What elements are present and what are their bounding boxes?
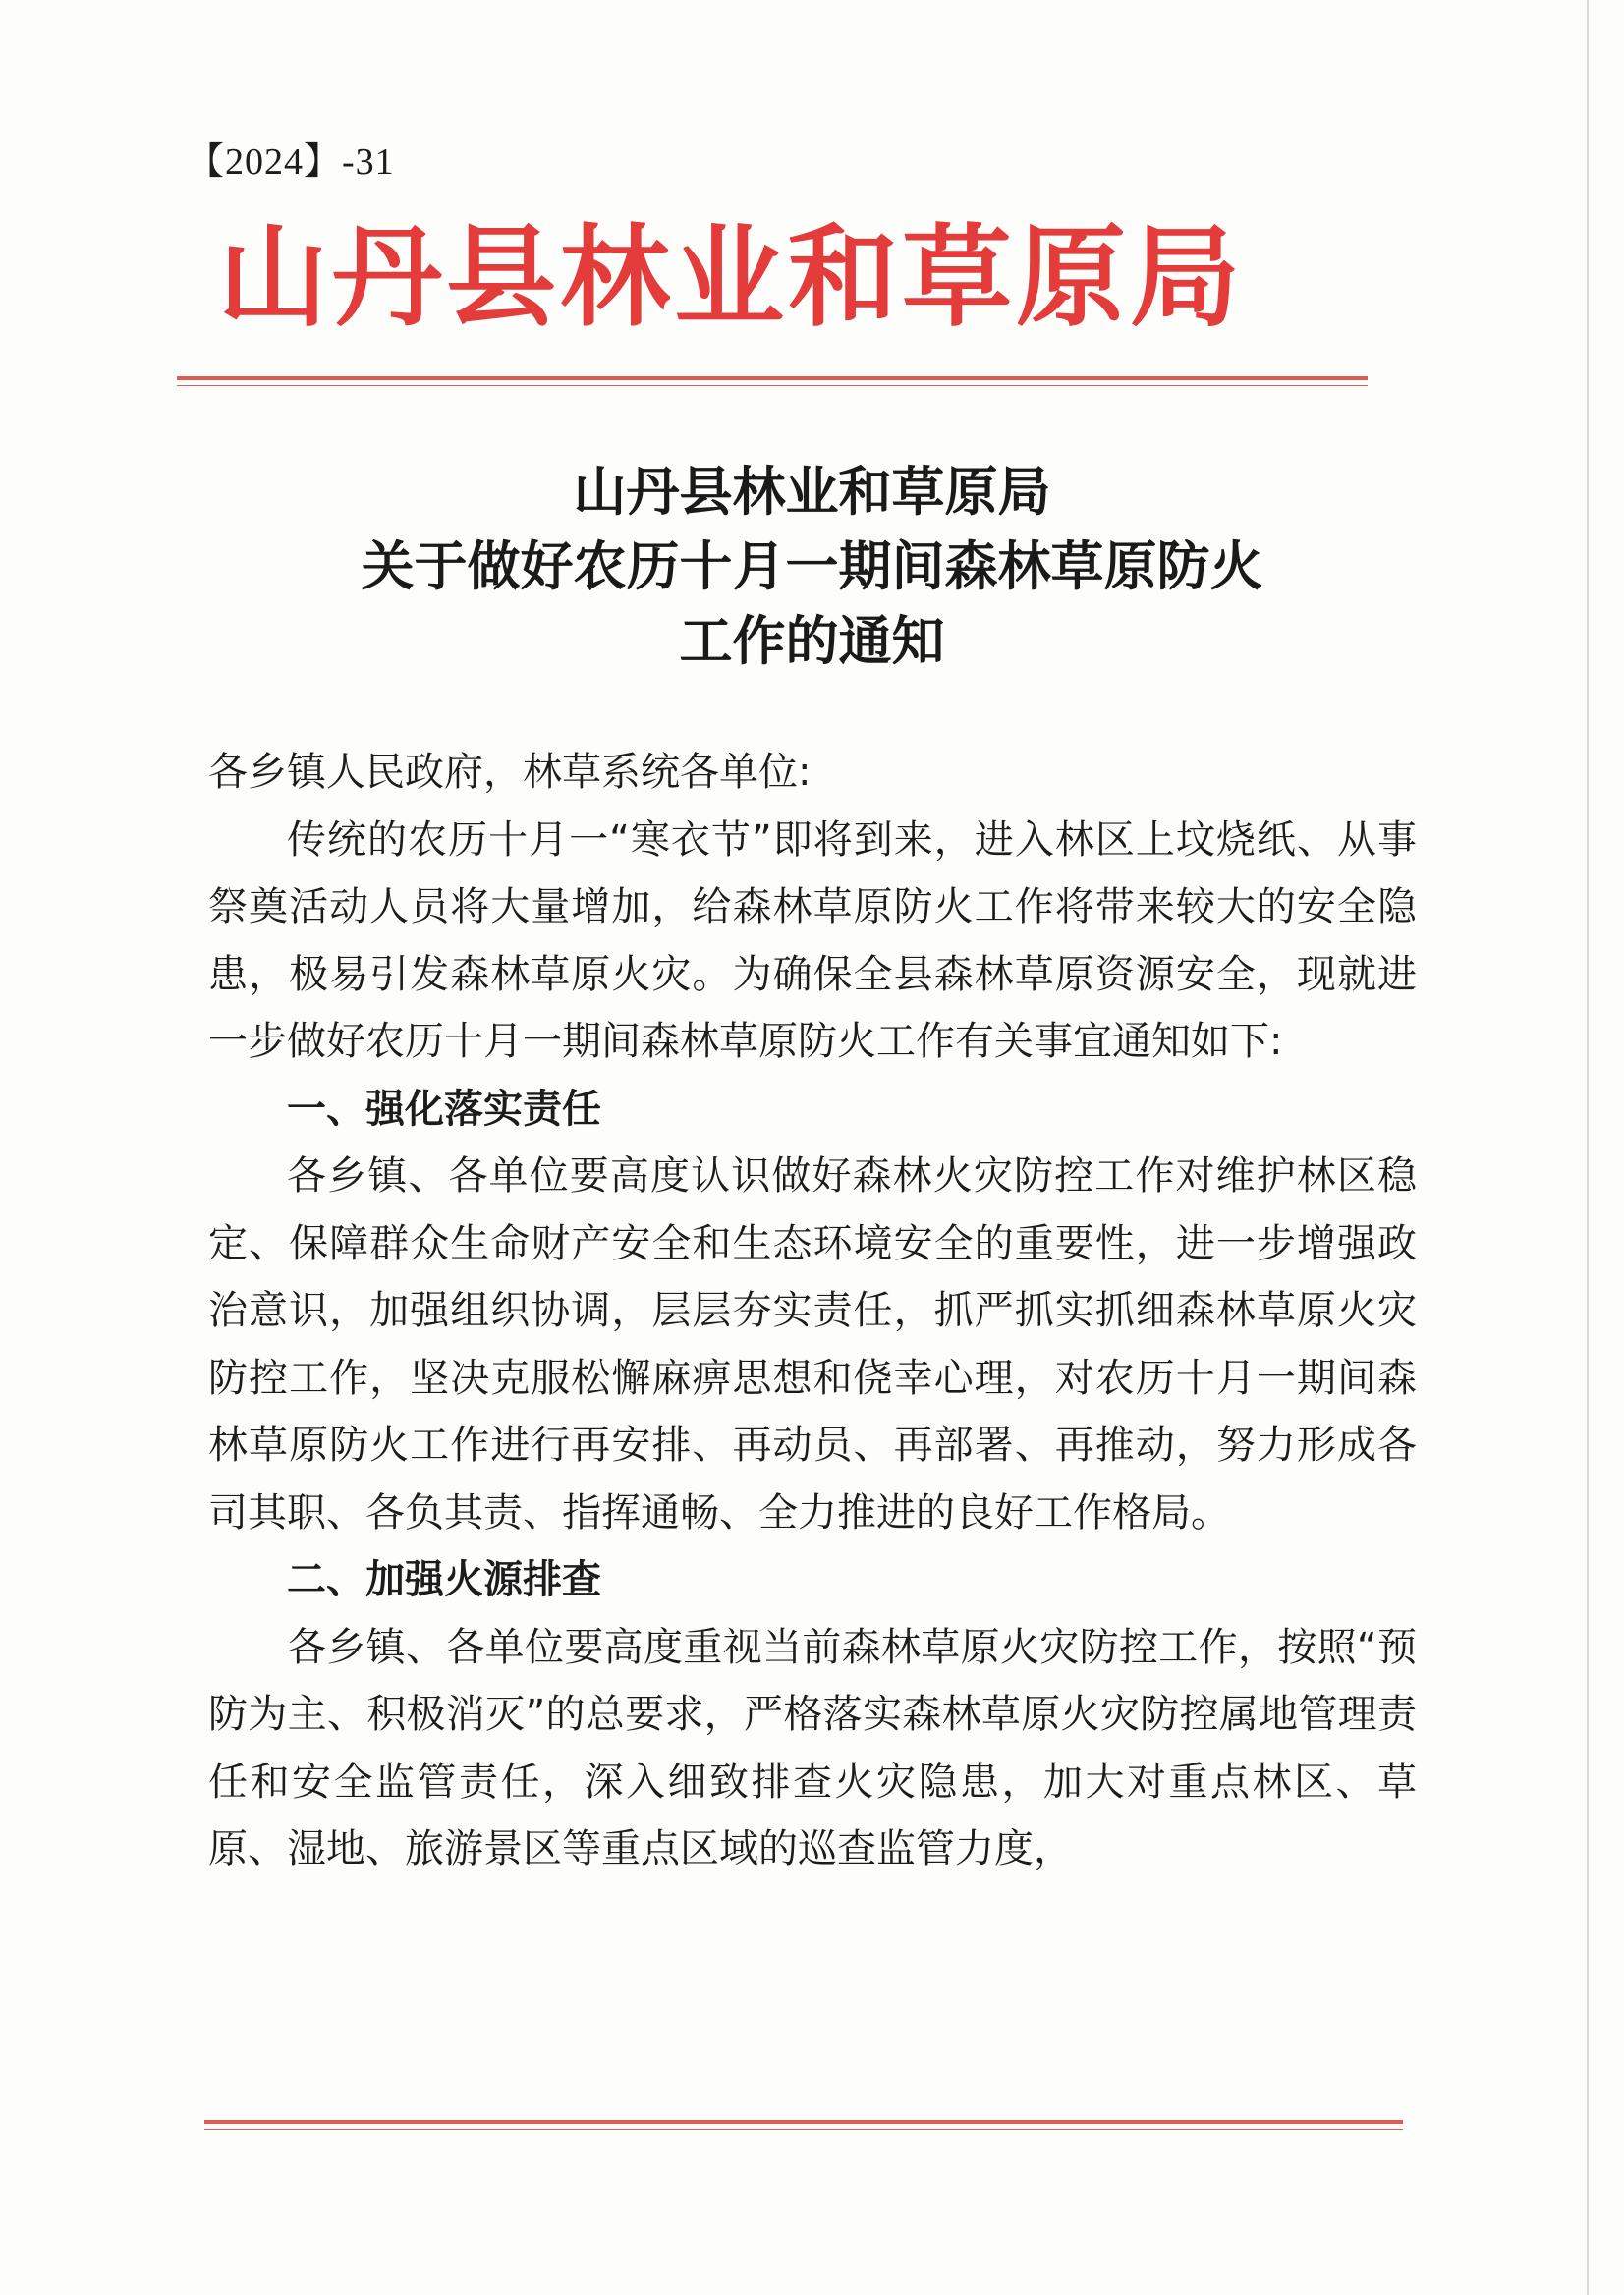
scan-edge-line xyxy=(1587,0,1589,2295)
title-line-2: 关于做好农历十月一期间森林草原防火 xyxy=(361,534,1263,597)
title-line-3: 工作的通知 xyxy=(679,609,945,672)
document-body xyxy=(208,739,1417,1883)
section-heading-2: 二、加强火源排查 xyxy=(287,1557,601,1602)
header-red-rule xyxy=(177,376,1368,380)
document-number: 【2024】-31 xyxy=(187,141,395,183)
section-body-2: 各乡镇、各单位要高度重视当前森林草原火灾防控工作，按照“预防为主、积极消灭”的总要求，严格落实森林草原火灾防控属地管理责任和安全监管责任，深入细致排查火灾隐患，加大对重点林区、草原、湿地、旅游景区等重点区域的巡查监管力度， xyxy=(208,1624,1417,1872)
agency-red-header: 山丹县林业和草原局 xyxy=(218,214,1244,342)
section-heading-1: 一、强化落实责任 xyxy=(287,1086,601,1132)
footer-red-rule xyxy=(204,2120,1403,2124)
salutation: 各乡镇人民政府，林草系统各单位: xyxy=(208,750,812,795)
document-title xyxy=(0,454,1624,678)
section-body-1: 各乡镇、各单位要高度认识做好森林火灾防控工作对维护林区稳定、保障群众生命财产安全和生态环境安全的重要性，进一步增强政治意识，加强组织协调，层层夯实责任，抓严抓实抓细森林草原火灾防控工作，坚决克服松懈麻痹思想和侥幸心理，对农历十月一期间森林草原防火工作进行再安排、再动员、再部署、再推动，努力形成各司其职、各负其责、指挥通畅、全力推进的良好工作格局。 xyxy=(208,1153,1417,1536)
intro-paragraph: 传统的农历十月一“寒衣节”即将到来，进入林区上坟烧纸、从事祭奠活动人员将大量增加，给森林草原防火工作将带来较大的安全隐患，极易引发森林草原火灾。为确保全县森林草原资源安全，现就进一步做好农历十月一期间森林草原防火工作有关事宜通知如下: xyxy=(208,816,1417,1064)
header-red-rule-thin xyxy=(177,385,1368,386)
title-line-1: 山丹县林业和草原局 xyxy=(573,460,1051,523)
footer-red-rule-thin xyxy=(204,2129,1403,2130)
